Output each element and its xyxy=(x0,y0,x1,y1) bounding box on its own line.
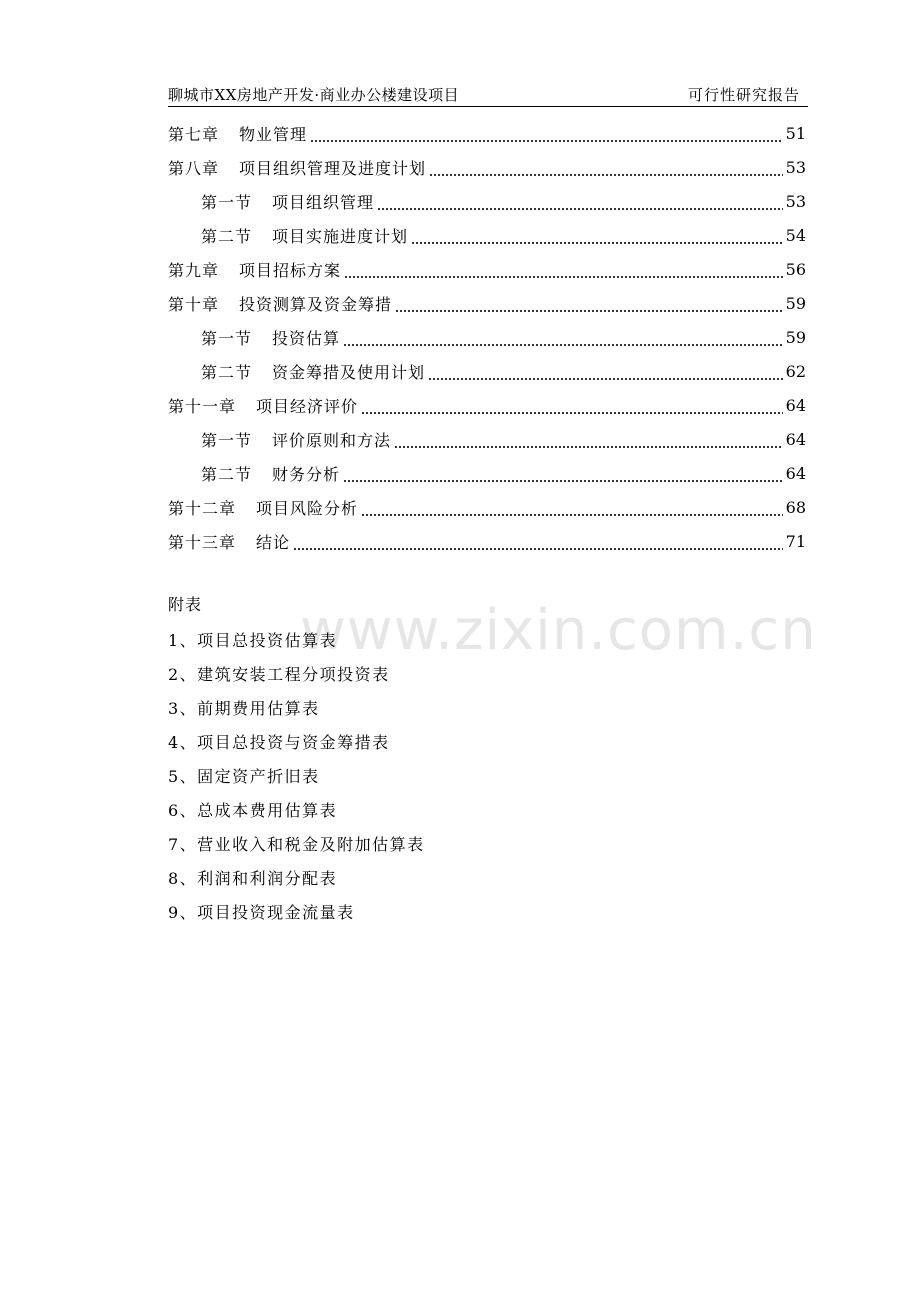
header-project-title: 聊城市XX房地产开发·商业办公楼建设项目 xyxy=(168,86,460,104)
toc-title: 项目实施进度计划 xyxy=(272,226,409,246)
toc-leader-dots xyxy=(310,127,783,143)
toc-number: 第九章 xyxy=(168,260,220,280)
toc-number: 第八章 xyxy=(168,158,220,178)
toc-section-row[interactable] xyxy=(168,218,806,252)
toc-number: 第十二章 xyxy=(168,498,237,518)
toc-number: 第七章 xyxy=(168,124,220,144)
toc-chapter-row[interactable] xyxy=(168,388,806,422)
appendix-item: 4、项目总投资与资金筹措表 xyxy=(168,732,390,752)
toc-leader-dots xyxy=(344,263,783,279)
toc-title: 项目招标方案 xyxy=(239,260,342,280)
header-report-title: 可行性研究报告 xyxy=(687,86,800,104)
toc-number: 第二节 xyxy=(201,226,253,246)
toc-number: 第十一章 xyxy=(168,396,237,416)
table-of-contents xyxy=(168,116,806,558)
toc-section-row[interactable] xyxy=(168,456,806,490)
toc-chapter-row[interactable] xyxy=(168,524,806,558)
toc-leader-dots xyxy=(293,535,783,551)
toc-section-row[interactable] xyxy=(168,184,806,218)
toc-page-number: 56 xyxy=(785,259,806,279)
toc-leader-dots xyxy=(411,229,783,245)
toc-page-number: 64 xyxy=(785,395,806,415)
toc-title: 项目组织管理及进度计划 xyxy=(239,158,427,178)
appendix-list xyxy=(168,622,425,928)
toc-leader-dots xyxy=(361,501,783,517)
toc-title: 项目经济评价 xyxy=(256,396,359,416)
toc-number: 第一节 xyxy=(201,328,253,348)
toc-chapter-row[interactable] xyxy=(168,490,806,524)
toc-chapter-row[interactable] xyxy=(168,252,806,286)
toc-title: 财务分析 xyxy=(272,464,341,484)
toc-title: 项目风险分析 xyxy=(256,498,359,518)
toc-title: 结论 xyxy=(256,532,291,552)
toc-page-number: 51 xyxy=(785,123,806,143)
toc-number: 第二节 xyxy=(201,362,253,382)
toc-leader-dots xyxy=(429,161,783,177)
appendix-item: 6、总成本费用估算表 xyxy=(168,800,338,820)
toc-chapter-row[interactable] xyxy=(168,150,806,184)
toc-page-number: 54 xyxy=(785,225,806,245)
watermark: www.zixin.com.cn xyxy=(300,598,817,663)
toc-leader-dots xyxy=(394,433,783,449)
toc-leader-dots xyxy=(343,467,783,483)
toc-page-number: 62 xyxy=(785,361,806,381)
toc-page-number: 71 xyxy=(785,531,806,551)
appendix-item: 3、前期费用估算表 xyxy=(168,698,320,718)
toc-title: 资金筹措及使用计划 xyxy=(272,362,426,382)
toc-number: 第十章 xyxy=(168,294,220,314)
appendix-heading: 附表 xyxy=(168,595,203,614)
toc-number: 第一节 xyxy=(201,192,253,212)
toc-leader-dots xyxy=(361,399,783,415)
toc-section-row[interactable] xyxy=(168,422,806,456)
toc-number: 第二节 xyxy=(201,464,253,484)
toc-page-number: 53 xyxy=(785,157,806,177)
toc-page-number: 53 xyxy=(785,191,806,211)
toc-title: 评价原则和方法 xyxy=(272,430,392,450)
toc-page-number: 59 xyxy=(785,293,806,313)
toc-title: 项目组织管理 xyxy=(272,192,375,212)
toc-number: 第十三章 xyxy=(168,532,237,552)
appendix-item: 9、项目投资现金流量表 xyxy=(168,902,355,922)
toc-number: 第一节 xyxy=(201,430,253,450)
toc-leader-dots xyxy=(395,297,783,313)
appendix-item: 1、项目总投资估算表 xyxy=(168,630,338,650)
toc-page-number: 59 xyxy=(785,327,806,347)
toc-page-number: 64 xyxy=(785,429,806,449)
appendix-item: 7、营业收入和税金及附加估算表 xyxy=(168,834,425,854)
appendix-item: 5、固定资产折旧表 xyxy=(168,766,320,786)
toc-page-number: 64 xyxy=(785,463,806,483)
toc-page-number: 68 xyxy=(785,497,806,517)
toc-chapter-row[interactable] xyxy=(168,116,806,150)
toc-section-row[interactable] xyxy=(168,320,806,354)
appendix-item: 8、利润和利润分配表 xyxy=(168,868,338,888)
toc-leader-dots xyxy=(343,331,783,347)
toc-title: 物业管理 xyxy=(239,124,308,144)
toc-leader-dots xyxy=(428,365,783,381)
toc-chapter-row[interactable] xyxy=(168,286,806,320)
toc-section-row[interactable] xyxy=(168,354,806,388)
toc-title: 投资测算及资金筹措 xyxy=(239,294,393,314)
page-header xyxy=(168,84,808,107)
toc-leader-dots xyxy=(377,195,783,211)
toc-title: 投资估算 xyxy=(272,328,341,348)
appendix-item: 2、建筑安装工程分项投资表 xyxy=(168,664,390,684)
